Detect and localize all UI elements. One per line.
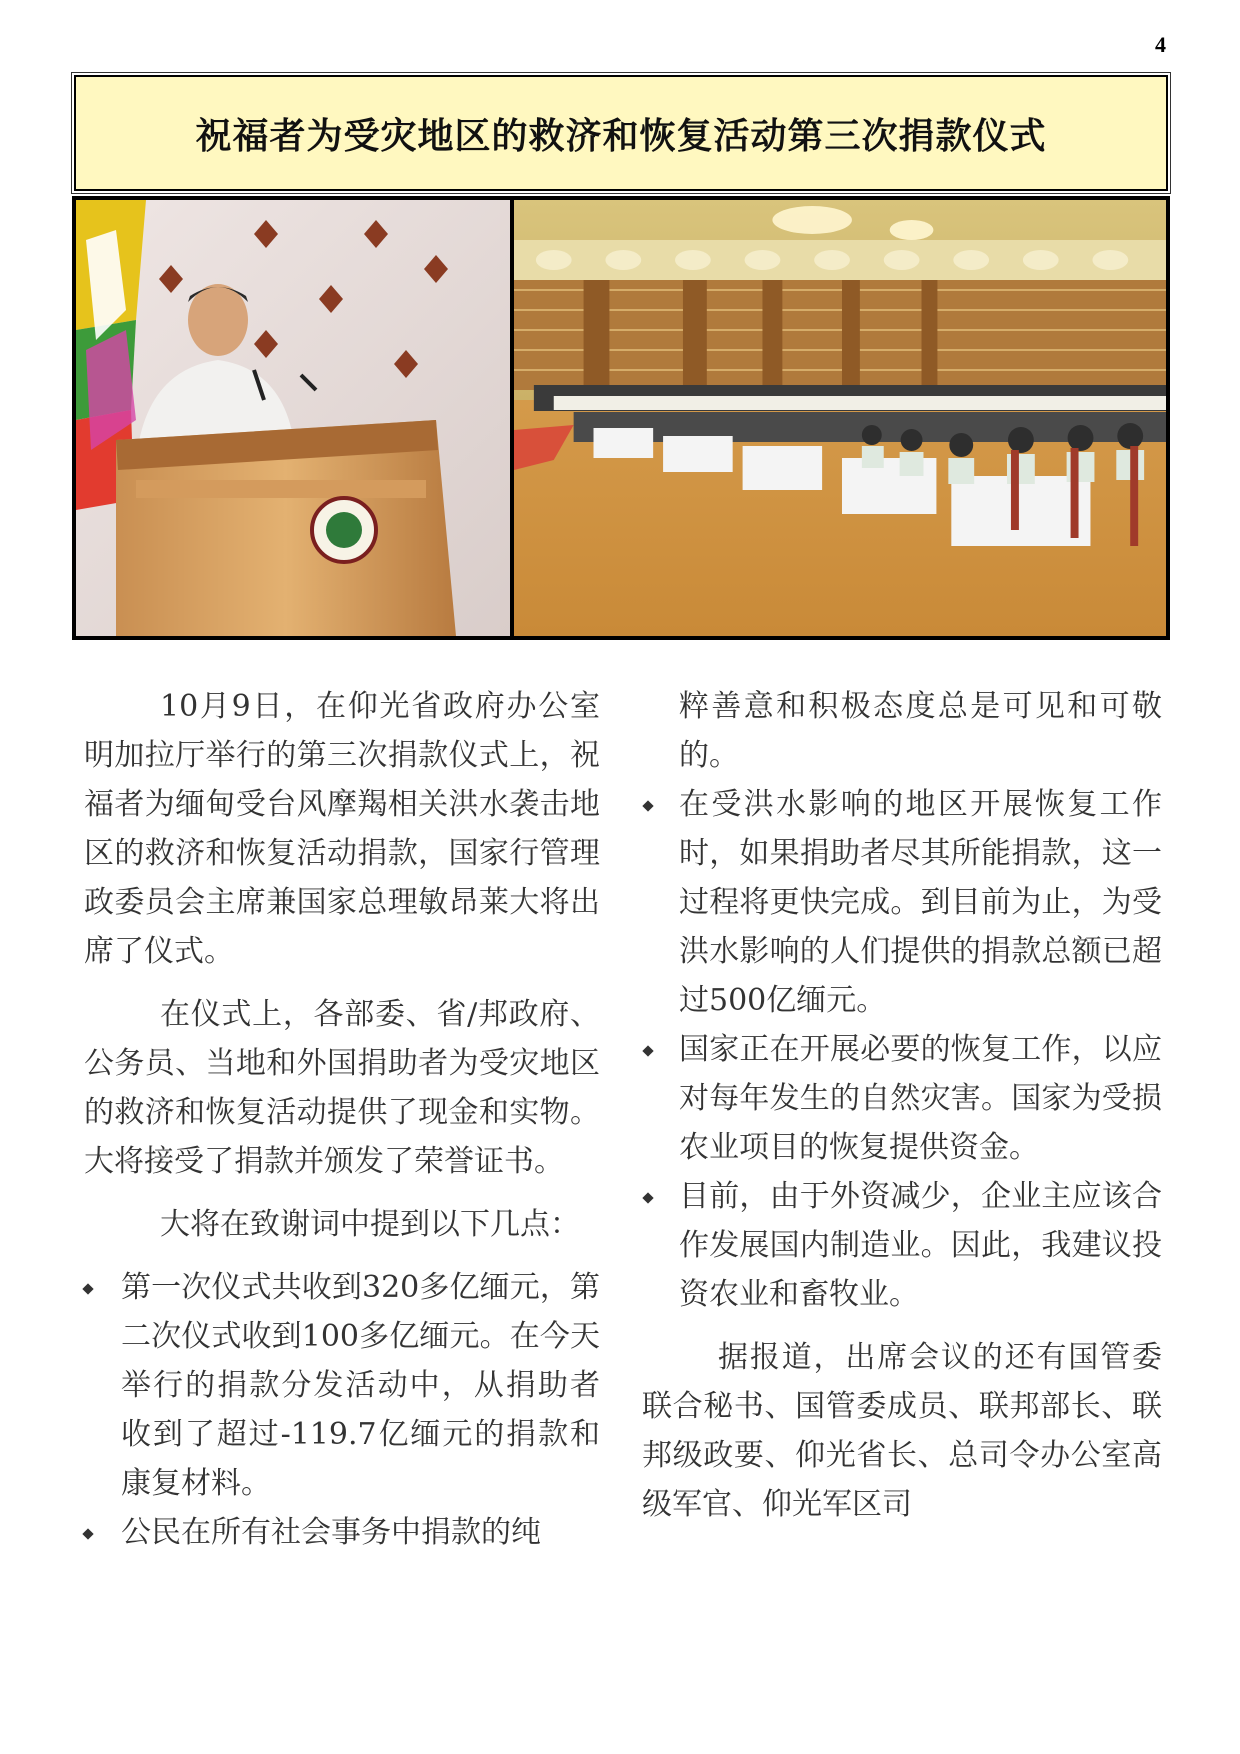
article-column-left [84, 682, 600, 1571]
article-paragraph: 大将在致谢词中提到以下几点： [160, 1207, 580, 1242]
diamond-bullet-icon [82, 1528, 93, 1539]
diamond-bullet-icon [82, 1283, 93, 1294]
bullet-text: 国家正在开展必要的恢复工作，以应对每年发生的自然灾害。国家为受损农业项目的恢复提供资金。 [679, 1032, 1162, 1165]
photo-speaker-at-podium [76, 200, 510, 636]
article-paragraph: 据报道，出席会议的还有国管委联合秘书、国管委成员、联邦部长、联邦级政要、仰光省长、总司令办公室高级军官、仰光军区司 [642, 1340, 1162, 1522]
bullet-item [84, 1508, 600, 1557]
bullet-item [642, 1025, 1162, 1172]
bullet-list [84, 1263, 600, 1557]
bullet-item [642, 1172, 1162, 1319]
bullet-text: 目前，由于外资减少，企业主应该合作发展国内制造业。因此，我建议投资农业和畜牧业。 [679, 1179, 1162, 1312]
photo-audience-in-hall [514, 200, 1166, 636]
article-column-right [642, 682, 1162, 1543]
bullet-text: 公民在所有社会事务中捐款的纯 [121, 1515, 541, 1550]
article-paragraph: 在仪式上，各部委、省/邦政府、公务员、当地和外国捐助者为受灾地区的救济和恢复活动提供了现金和实物。大将接受了捐款并颁发了荣誉证书。 [84, 997, 600, 1179]
audience-photo-illustration [514, 200, 1166, 636]
article-title: 祝福者为受灾地区的救济和恢复活动第三次捐款仪式 [195, 115, 1047, 157]
bullet-text: 粹善意和积极态度总是可见和可敬的。 [679, 689, 1162, 773]
bullet-text: 第一次仪式共收到320多亿缅元，第二次仪式收到100多亿缅元。在今天举行的捐款分发活动中，从捐助者收到了超过-119.7亿缅元的捐款和康复材料。 [121, 1270, 600, 1501]
article-paragraph: 10月9日，在仰光省政府办公室明加拉厅举行的第三次捐款仪式上，祝福者为缅甸受台风摩羯相关洪水袭击地区的救济和恢复活动捐款，国家行管理政委员会主席兼国家总理敏昂莱大将出席了仪式。 [84, 689, 600, 969]
diamond-bullet-icon [642, 1045, 653, 1056]
diamond-bullet-icon [642, 800, 653, 811]
title-banner [74, 75, 1168, 191]
bullet-item [84, 1263, 600, 1508]
bullet-text: 在受洪水影响的地区开展恢复工作时，如果捐助者尽其所能捐款，这一过程将更快完成。到目前为止，为受洪水影响的人们提供的捐款总额已超过500亿缅元。 [679, 787, 1162, 1018]
photo-frame [72, 196, 1170, 640]
bullet-continuation [642, 682, 1162, 780]
bullet-item [642, 780, 1162, 1025]
speaker-photo-illustration [76, 200, 510, 636]
diamond-bullet-icon [642, 1192, 653, 1203]
page-number: 4 [1155, 32, 1166, 57]
bullet-list [642, 682, 1162, 1319]
